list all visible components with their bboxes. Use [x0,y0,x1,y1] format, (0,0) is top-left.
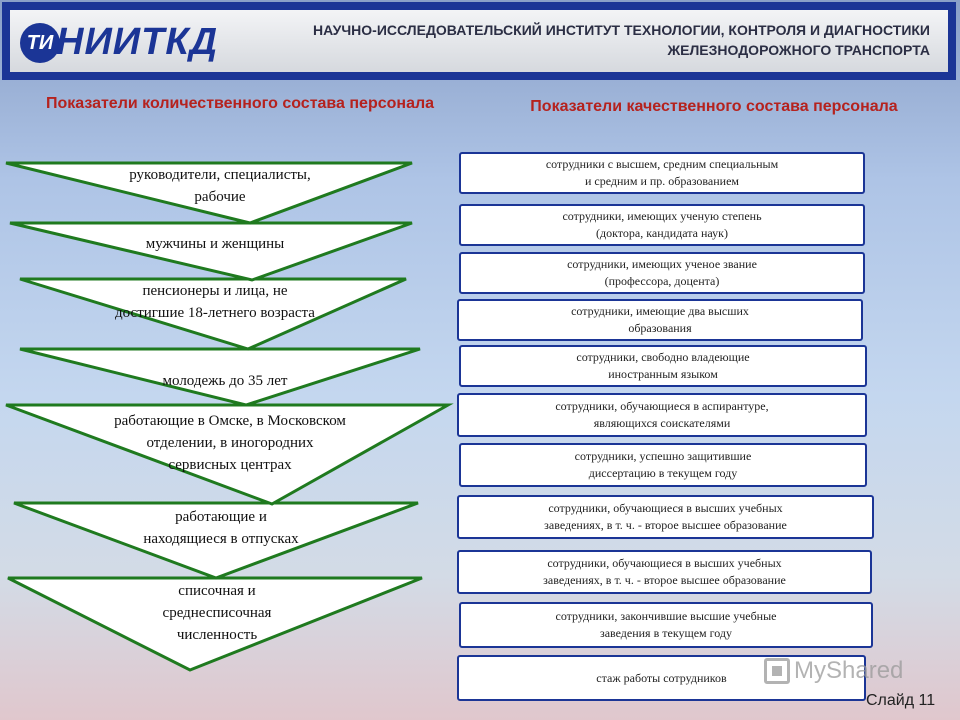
quality-box-10-line1: сотрудники, закончившие высшие учебные [555,609,777,623]
quality-box-6-line1: сотрудники, обучающиеся в аспирантуре, [555,399,769,413]
quality-box-9-line2: заведениях, в т. ч. - второе высшее образование [543,573,786,587]
quality-box-10-line2: заведения в текущем году [599,626,733,640]
quality-box-8 [457,495,874,539]
funnel-label-6: работающие и находящиеся в отпусках [143,509,299,547]
slide-number: Слайд 11 [866,692,936,709]
quality-box-10 [459,602,873,648]
quality-box-2-line2: (доктора, кандидата наук) [596,226,728,240]
quality-box-1-line2: и средним и пр. образованием [584,174,739,188]
quality-box-2-line1: сотрудники, имеющих ученую степень [562,209,762,223]
watermark-text: MyShared [794,657,904,684]
quality-box-9 [457,550,872,594]
logo-icon: ТИ [20,23,60,63]
quality-box-7 [459,443,867,487]
quality-box-7-line1: сотрудники, успешно защитившие [574,449,752,463]
logo-text: НИИТКД [56,21,219,63]
quality-box-4-line1: сотрудники, имеющие два высших [571,304,749,318]
quality-box-5-line1: сотрудники, свободно владеющие [576,350,750,364]
quality-box-5-line2: иностранным языком [608,367,718,381]
funnel-label-4: молодежь до 35 лет [162,373,288,389]
right-column-title: Показатели качественного состава персонала [530,98,898,115]
funnel-label-5: работающие в Омске, в Московском отделении, в иногородних сервисных центрах [114,413,346,473]
quality-box-4-line2: образования [628,321,692,335]
funnel-label-2: мужчины и женщины [145,236,285,252]
quality-box-6 [457,393,867,437]
quality-box-6-line2: являющихся соискателями [593,416,731,430]
quality-box-9-line1: сотрудники, обучающиеся в высших учебных [547,556,782,570]
quality-box-11-line1: стаж работы сотрудников [596,670,727,685]
left-column-title: Показатели количественного состава персонала [45,95,435,112]
quality-box-3-line1: сотрудники, имеющих ученое звание [567,257,757,271]
quality-box-3 [459,252,865,294]
quality-box-5 [459,345,867,387]
quality-box-8-line2: заведениях, в т. ч. - второе высшее образование [544,518,787,532]
funnel-label-3: пенсионеры и лица, не достигшие 18-летнего возраста [115,283,315,321]
institute-name-line1: НАУЧНО-ИССЛЕДОВАТЕЛЬСКИЙ ИНСТИТУТ ТЕХНОЛОГИИ, КОНТРОЛЯ И ДИАГНОСТИКИ [312,22,930,38]
funnel-label-1: руководители, специалисты, рабочие [129,167,311,205]
quality-box-3-line2: (профессора, доцента) [604,274,720,288]
watermark-icon [764,658,790,684]
quality-box-1 [459,152,865,194]
institute-name-line2: ЖЕЛЕЗНОДОРОЖНОГО ТРАНСПОРТА [667,42,930,58]
quality-box-4 [457,299,863,341]
quality-box-2 [459,204,865,246]
quality-box-8-line1: сотрудники, обучающиеся в высших учебных [548,501,783,515]
quality-box-7-line2: диссертацию в текущем году [588,466,738,480]
funnel-label-7: списочная и среднесписочная численность [162,583,272,643]
quality-box-1-line1: сотрудники с высшем, средним специальным [545,157,779,171]
watermark [764,657,903,685]
